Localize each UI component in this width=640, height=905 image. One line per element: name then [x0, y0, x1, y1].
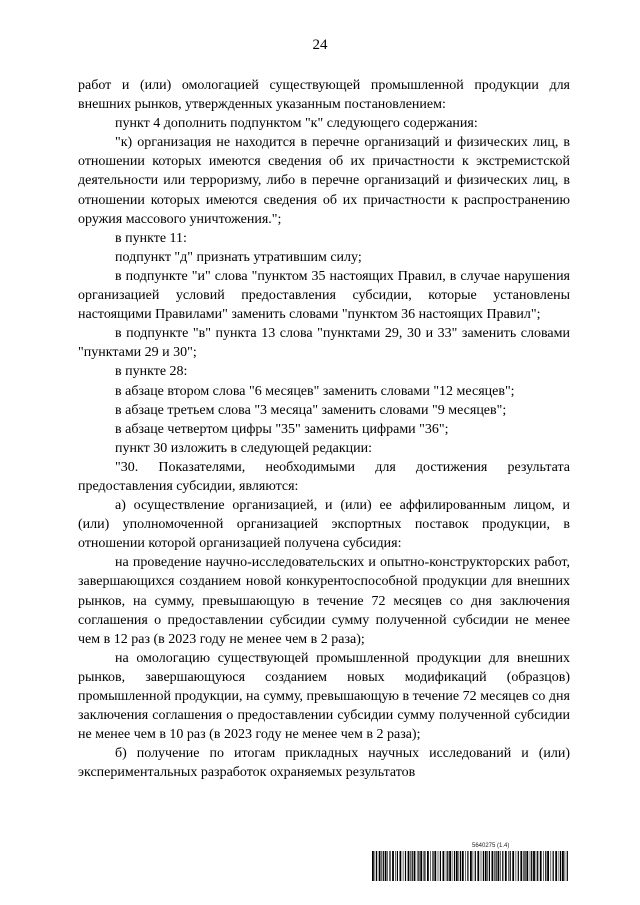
paragraph: в подпункте "и" слова "пунктом 35 настоящих Правил, в случае нарушения организацией условий предоставления субсидии, которые установлены настоящими Правилами" заменить словами "пунктом 36 настоящих Правил";: [78, 268, 570, 323]
paragraph: в абзаце третьем слова "3 месяца" заменить словами "9 месяцев";: [115, 402, 507, 418]
page-number: 24: [312, 37, 328, 53]
paragraph: подпункт "д" признать утратившим силу;: [115, 249, 362, 265]
paragraph: "30. Показателями, необходимыми для достижения результата предоставления субсидии, являются:: [78, 459, 570, 494]
paragraph: а) осуществление организацией, и (или) ее аффилированным лицом, и (или) уполномоченной организацией экспортных поставок продукции, в отношении которой организацией получена субсидия:: [78, 498, 570, 552]
paragraph: пункт 4 дополнить подпунктом "к" следующего содержания:: [115, 116, 478, 132]
paragraph: работ и (или) омологацией существующей промышленной продукции для внешних рынков, утвержденных указанным постановлением:: [78, 78, 570, 113]
paragraph: в подпункте "в" пункта 13 слова "пунктами 29, 30 и 33" заменить словами "пунктами 29 и 30";: [78, 326, 570, 361]
paragraph: в абзаце втором слова "6 месяцев" заменить словами "12 месяцев";: [115, 383, 515, 399]
document-code: 5640275 (1.4): [472, 843, 510, 849]
paragraph: "к) организация не находится в перечне организаций и физических лиц, в отношении которых имеются сведения об их причастности к экстремистской деятельности или терроризму, либо в перечне организаций и физических лиц, в отношении которых имеются сведения об их причастности к распространению оружия массового уничтожения.";: [78, 135, 570, 227]
paragraph: в абзаце четвертом цифры "35" заменить цифрами "36";: [115, 421, 449, 437]
paragraph: в пункте 11:: [115, 230, 187, 246]
paragraph: на омологацию существующей промышленной продукции для внешних рынков, завершающуюся созданием новых модификаций (образцов) промышленной продукции, на сумму, превышающую в течение 72 месяцев со дня заключения соглашения о предоставлении субсидии сумму полученной субсидии не менее чем в 10 раз (в 2023 году не менее чем в 2 раза);: [78, 650, 570, 743]
paragraph: на проведение научно-исследовательских и опытно-конструкторских работ, завершающихся созданием новой конкурентоспособной продукции для внешних рынков, на сумму, превышающую в течение 72 месяцев со дня заключения соглашения о предоставлении субсидии сумму полученной субсидии не менее чем в 12 раз (в 2023 году не менее чем в 2 раза);: [78, 555, 570, 647]
paragraph: б) получение по итогам прикладных научных исследований и (или) экспериментальных разработок охраняемых результатов: [78, 746, 570, 781]
paragraph: в пункте 28:: [115, 364, 188, 380]
document-body: [78, 76, 570, 782]
paragraph: пункт 30 изложить в следующей редакции:: [115, 440, 372, 456]
barcode-icon: [372, 851, 568, 881]
